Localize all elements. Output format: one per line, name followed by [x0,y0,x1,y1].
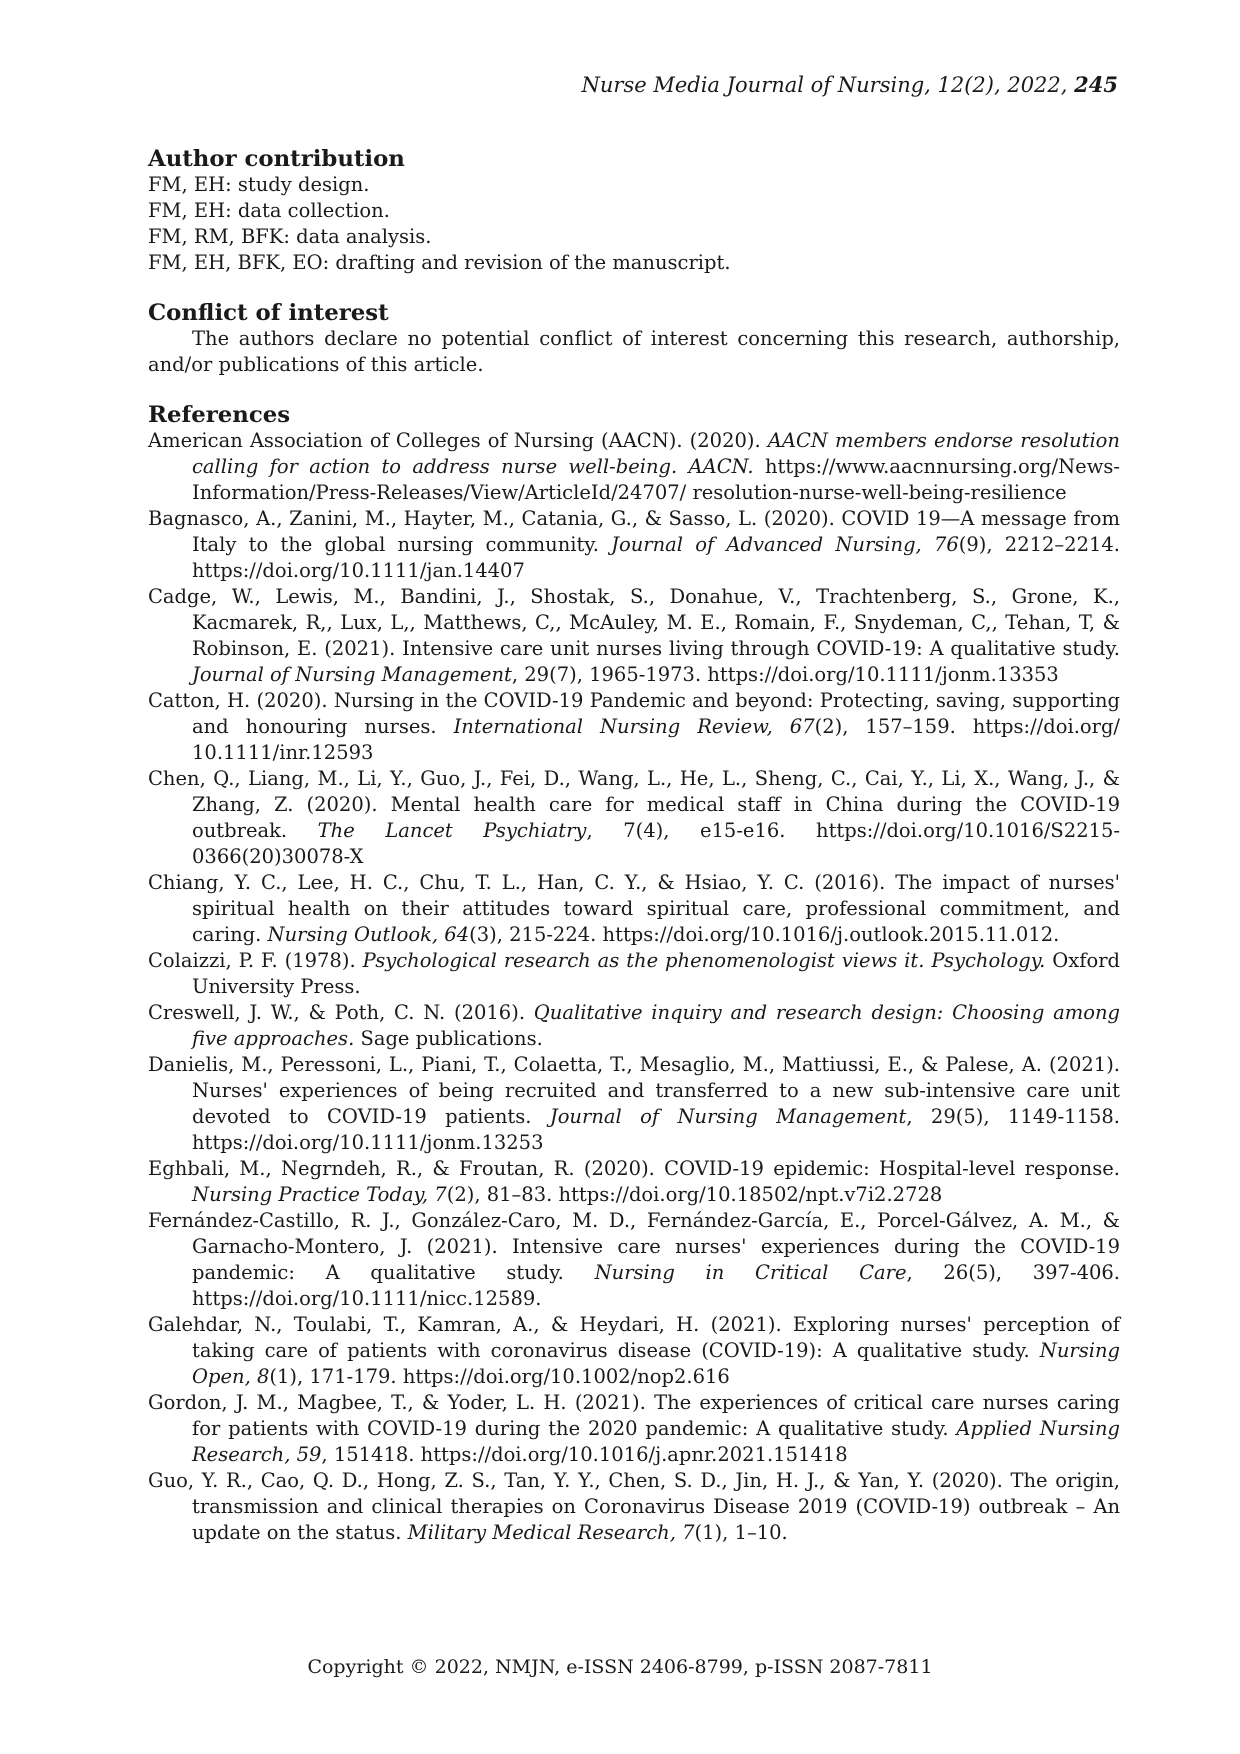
reference-details: https://www.aacnnursing.org/News-Information/Press-Releases/View/ArticleId/24707/ resolution-nurse-well-being-resilience [192,455,1121,504]
reference-text: Gordon, J. M., Magbee, T., & Yoder, L. H. (2021). The experiences of critical care nurses caring for patients with COVID-19 during the 2020 pandemic: A qualitative study. [148,1391,1120,1440]
conflict-of-interest-section [148,300,1120,378]
reference-source-title: Applied Nursing Research, 59 [192,1417,1120,1466]
reference-details: (3), 215-224. https://doi.org/10.1016/j.outlook.2015.11.012. [469,923,1060,946]
running-header [582,70,1118,100]
reference-entry [148,428,1120,506]
reference-text: Danielis, M., Peressoni, L., Piani, T., Colaetta, T., Mesaglio, M., Mattiussi, E., & Palese, A. (2021). Nurses' experiences of being recruited and transferred to a new sub-intensive care unit devoted to COVID-19 patients. [148,1053,1120,1128]
reference-details: Oxford University Press. [192,949,1120,998]
reference-source-title: Qualitative inquiry and research design: Choosing among five approaches. [192,1001,1120,1050]
journal-citation: Nurse Media Journal of Nursing, 12(2), 2022, [581,73,1068,97]
reference-source-title: AACN members endorse resolution calling for action to address nurse well-being. AACN. [192,429,1120,478]
reference-details: (1), 1–10. [694,1521,788,1544]
reference-text: Colaizzi, P. F. (1978). [148,949,363,972]
conflict-of-interest-heading: Conflict of interest [148,300,389,326]
reference-details: , 26(5), 397-406. https://doi.org/10.1111/nicc.12589. [192,1261,1120,1310]
reference-entry [148,766,1120,870]
reference-entry [148,506,1120,584]
author-contribution-section [148,146,1120,276]
reference-text: Catton, H. (2020). Nursing in the COVID-19 Pandemic and beyond: Protecting, saving, supporting and honouring nurses. [148,689,1120,738]
reference-source-title: Journal of Nursing Management [549,1105,907,1128]
reference-details: , 29(7), 1965-1973. https://doi.org/10.1111/jonm.13353 [511,663,1059,686]
reference-text: Eghbali, M., Negrndeh, R., & Froutan, R. (2020). COVID-19 epidemic: Hospital-level response. [148,1157,1120,1180]
reference-text: Bagnasco, A., Zanini, M., Hayter, M., Catania, G., & Sasso, L. (2020). COVID 19—A message from Italy to the global nursing community. [148,507,1120,556]
reference-list [148,428,1120,1546]
reference-source-title: The Lancet Psychiatry [317,819,587,842]
page-number: 245 [1074,72,1118,97]
contribution-line: FM, EH: data collection. [148,199,390,222]
reference-entry [148,1000,1120,1052]
reference-entry [148,1052,1120,1156]
contribution-line: FM, EH: study design. [148,173,370,196]
reference-entry [148,1468,1120,1546]
reference-details: , 151418. https://doi.org/10.1016/j.apnr.2021.151418 [321,1443,848,1466]
reference-source-title: Military Medical Research, 7 [407,1521,695,1544]
reference-entry [148,870,1120,948]
reference-source-title: Journal of Advanced Nursing, 76 [611,533,959,556]
contribution-line: FM, EH, BFK, EO: drafting and revision of the manuscript. [148,251,731,274]
reference-details: Sage publications. [354,1027,543,1050]
reference-source-title: Nursing Open, 8 [192,1339,1120,1388]
reference-details: (9), 2212–2214. https://doi.org/10.1111/jan.14407 [192,533,1120,582]
reference-details: , 7(4), e15-e16. https://doi.org/10.1016/S2215-0366(20)30078-X [192,819,1120,868]
conflict-of-interest-text: The authors declare no potential conflict of interest concerning this research, authorship, and/or publications of this article. [148,327,1120,376]
reference-entry [148,1208,1120,1312]
copyright-footer: Copyright © 2022, NMJN, e-ISSN 2406-8799, p-ISSN 2087-7811 [307,1656,933,1678]
reference-text: Creswell, J. W., & Poth, C. N. (2016). [148,1001,534,1024]
author-contribution-heading: Author contribution [148,146,405,172]
reference-text: Guo, Y. R., Cao, Q. D., Hong, Z. S., Tan, Y. Y., Chen, S. D., Jin, H. J., & Yan, Y. (2020). The origin, transmission and clinical therapies on Coronavirus Disease 2019 (COVID-19) outbreak – An update on the status. [148,1469,1120,1544]
reference-details: , 29(5), 1149-1158. https://doi.org/10.1111/jonm.13253 [192,1105,1121,1154]
reference-entry [148,1390,1120,1468]
reference-source-title: Journal of Nursing Management [192,663,512,686]
reference-source-title: International Nursing Review, 67 [453,715,815,738]
page-content [148,146,1120,1546]
reference-source-title: Nursing Outlook, 64 [267,923,470,946]
reference-text: Chen, Q., Liang, M., Li, Y., Guo, J., Fei, D., Wang, L., He, L., Sheng, C., Cai, Y., Li, X., Wang, J., & Zhang, Z. (2020). Mental health care for medical staff in China during the COVID-19 outbreak. [148,767,1120,842]
references-heading: References [148,402,291,428]
reference-text: Cadge, W., Lewis, M., Bandini, J., Shostak, S., Donahue, V., Trachtenberg, S., Grone, K., Kacmarek, R,, Lux, L,, Matthews, C,, McAuley, M. E., Romain, F., Snydeman, C,, Tehan, T, & Robinson, E. (2021). Intensive care unit nurses living through COVID-19: A qualitative study. [148,585,1120,660]
reference-source-title: Psychological research as the phenomenologist views it. Psychology. [362,949,1046,972]
reference-entry [148,1156,1120,1208]
reference-entry [148,584,1120,688]
reference-details: (2), 157–159. https://doi.org/ 10.1111/inr.12593 [192,715,1121,764]
contribution-line: FM, RM, BFK: data analysis. [148,225,432,248]
reference-entry [148,948,1120,1000]
reference-text: Galehdar, N., Toulabi, T., Kamran, A., & Heydari, H. (2021). Exploring nurses' perception of taking care of patients with coronavirus disease (COVID-19): A qualitative study. [148,1313,1120,1362]
reference-details: (2), 81–83. https://doi.org/10.18502/npt.v7i2.2728 [446,1183,943,1206]
reference-text: Chiang, Y. C., Lee, H. C., Chu, T. L., Han, C. Y., & Hsiao, Y. C. (2016). The impact of nurses' spiritual health on their attitudes toward spiritual care, professional commitment, and caring. [148,871,1120,946]
reference-source-title: Nursing Practice Today, 7 [192,1183,447,1206]
reference-details: (1), 171-179. https://doi.org/10.1002/nop2.616 [269,1365,730,1388]
reference-text: Fernández-Castillo, R. J., González-Caro, M. D., Fernández-García, E., Porcel-Gálvez, A. M., & Garnacho-Montero, J. (2021). Intensive care nurses' experiences during the COVID-19 pandemic: A qualitative study. [148,1209,1120,1284]
reference-entry [148,688,1120,766]
reference-entry [148,1312,1120,1390]
references-section [148,402,1120,1546]
reference-text: American Association of Colleges of Nursing (AACN). (2020). [148,429,768,452]
reference-source-title: Nursing in Critical Care [594,1261,907,1284]
